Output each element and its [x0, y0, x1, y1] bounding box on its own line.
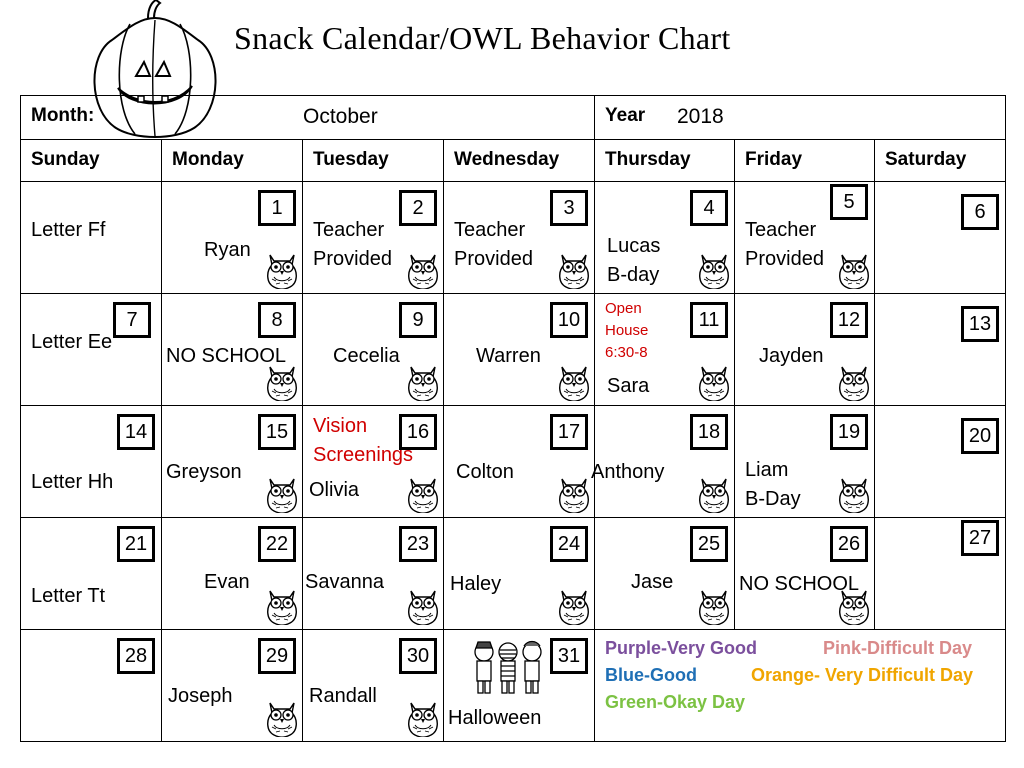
letter-of-week: Letter Hh [31, 471, 114, 493]
date-number: 9 [399, 302, 437, 338]
day-cell [21, 518, 162, 630]
day-header [875, 140, 1006, 182]
date-number: 5 [830, 184, 868, 220]
snack-name: Evan [204, 571, 250, 593]
date-number: 6 [961, 194, 999, 230]
snack-name: Lucas B-day [607, 235, 661, 286]
day-cell [595, 294, 735, 406]
snack-name: Jayden [759, 345, 824, 367]
day-cell [303, 518, 444, 630]
day-cell [21, 406, 162, 518]
date-number: 23 [399, 526, 437, 562]
owl-icon [836, 361, 872, 401]
halloween-kids-icon [468, 638, 548, 703]
day-name: Sunday [31, 149, 100, 170]
owl-icon [696, 361, 732, 401]
date-number: 30 [399, 638, 437, 674]
day-cell [444, 182, 595, 294]
letter-of-week: Letter Ee [31, 331, 113, 353]
week-row [21, 630, 1006, 742]
date-number: 4 [690, 190, 728, 226]
date-number: 1 [258, 190, 296, 226]
week-row [21, 406, 1006, 518]
day-cell [21, 630, 162, 742]
letter-of-week: Letter Tt [31, 585, 106, 607]
snack-name: Liam B-Day [745, 459, 801, 510]
calendar-table [20, 95, 1006, 742]
year-cell [595, 96, 1006, 140]
day-header [595, 140, 735, 182]
snack-name: Ryan [204, 239, 251, 261]
date-number: 16 [399, 414, 437, 450]
date-number: 14 [117, 414, 155, 450]
day-names-row [21, 140, 1006, 182]
date-number: 2 [399, 190, 437, 226]
owl-icon [836, 249, 872, 289]
owl-icon [836, 585, 872, 625]
day-cell [162, 294, 303, 406]
week-row [21, 518, 1006, 630]
owl-icon [696, 585, 732, 625]
day-cell [595, 518, 735, 630]
date-number: 18 [690, 414, 728, 450]
day-cell [595, 182, 735, 294]
day-cell [444, 630, 595, 742]
day-cell [444, 518, 595, 630]
owl-icon [405, 473, 441, 513]
owl-icon [405, 361, 441, 401]
date-number: 8 [258, 302, 296, 338]
day-cell [875, 518, 1006, 630]
day-header [21, 140, 162, 182]
owl-icon [264, 249, 300, 289]
owl-icon [405, 249, 441, 289]
day-cell [21, 294, 162, 406]
calendar-header-row [21, 96, 1006, 140]
day-name: Thursday [605, 149, 691, 170]
owl-icon [556, 585, 592, 625]
day-cell [735, 518, 875, 630]
snack-name: Cecelia [333, 345, 400, 367]
date-number: 28 [117, 638, 155, 674]
date-number: 13 [961, 306, 999, 342]
date-number: 25 [690, 526, 728, 562]
owl-icon [696, 473, 732, 513]
snack-name: Savanna [305, 571, 384, 593]
day-cell [735, 182, 875, 294]
week-row [21, 294, 1006, 406]
day-cell [303, 406, 444, 518]
date-number: 12 [830, 302, 868, 338]
event-note: Vision Screenings [313, 415, 414, 466]
day-name: Monday [172, 149, 244, 170]
day-cell [875, 294, 1006, 406]
snack-name: Teacher Provided [454, 219, 533, 270]
date-number: 10 [550, 302, 588, 338]
date-number: 15 [258, 414, 296, 450]
day-cell [444, 294, 595, 406]
date-number: 29 [258, 638, 296, 674]
day-cell [591, 406, 735, 518]
snack-name: NO SCHOOL [739, 573, 860, 595]
snack-name: Joseph [168, 685, 233, 707]
year-value: 2018 [677, 105, 724, 128]
week-row [21, 182, 1006, 294]
month-cell [21, 96, 595, 140]
year-label: Year [605, 105, 646, 126]
snack-name: Teacher Provided [745, 219, 824, 270]
legend-item: Green-Okay Day [605, 692, 746, 712]
snack-name: Warren [476, 345, 541, 367]
date-number: 11 [690, 302, 728, 338]
day-cell [735, 294, 875, 406]
snack-name: Sara [607, 375, 650, 397]
snack-name: Colton [456, 461, 514, 483]
date-number: 3 [550, 190, 588, 226]
owl-icon [264, 361, 300, 401]
day-name: Friday [745, 149, 803, 170]
date-number: 27 [961, 520, 999, 556]
owl-icon [836, 473, 872, 513]
snack-name: Randall [309, 685, 377, 707]
legend-item: Pink-Difficult Day [823, 638, 973, 658]
snack-name: Anthony [591, 461, 665, 483]
day-cell [444, 406, 595, 518]
day-cell [21, 182, 162, 294]
day-header [162, 140, 303, 182]
day-cell [303, 294, 444, 406]
day-cell [162, 518, 303, 630]
owl-icon [264, 585, 300, 625]
event-note: Open House 6:30-8 [605, 300, 649, 361]
owl-icon [264, 697, 300, 737]
legend-item: Purple-Very Good [605, 638, 758, 658]
day-cell [162, 630, 303, 742]
day-cell [875, 406, 1006, 518]
owl-icon [405, 697, 441, 737]
day-name: Wednesday [454, 149, 560, 170]
snack-name: Haley [450, 573, 502, 595]
legend-item: Orange- Very Difficult Day [751, 665, 974, 685]
behavior-legend [595, 630, 1006, 742]
legend-item: Blue-Good [605, 665, 697, 685]
owl-icon [264, 473, 300, 513]
date-number: 19 [830, 414, 868, 450]
owl-icon [556, 473, 592, 513]
owl-icon [556, 361, 592, 401]
date-number: 22 [258, 526, 296, 562]
day-cell [303, 182, 444, 294]
date-number: 26 [830, 526, 868, 562]
owl-icon [405, 585, 441, 625]
day-name: Saturday [885, 149, 967, 170]
day-header [444, 140, 595, 182]
date-number: 31 [550, 638, 588, 674]
snack-name: Halloween [448, 707, 542, 729]
date-number: 21 [117, 526, 155, 562]
month-value: October [303, 105, 378, 128]
date-number: 7 [113, 302, 151, 338]
snack-name: NO SCHOOL [166, 345, 287, 367]
month-label: Month: [31, 105, 95, 126]
snack-name: Jase [631, 571, 674, 593]
snack-name: Teacher Provided [313, 219, 392, 270]
date-number: 20 [961, 418, 999, 454]
letter-of-week: Letter Ff [31, 219, 106, 241]
day-header [735, 140, 875, 182]
day-cell [875, 182, 1006, 294]
day-header [303, 140, 444, 182]
owl-icon [556, 249, 592, 289]
day-cell [162, 182, 303, 294]
date-number: 24 [550, 526, 588, 562]
day-name: Tuesday [313, 149, 389, 170]
page-title: Snack Calendar/OWL Behavior Chart [234, 20, 731, 56]
snack-name: Olivia [309, 479, 360, 501]
owl-icon [696, 249, 732, 289]
day-cell [303, 630, 444, 742]
day-cell [735, 406, 875, 518]
snack-name: Greyson [166, 461, 242, 483]
date-number: 17 [550, 414, 588, 450]
day-cell [162, 406, 303, 518]
